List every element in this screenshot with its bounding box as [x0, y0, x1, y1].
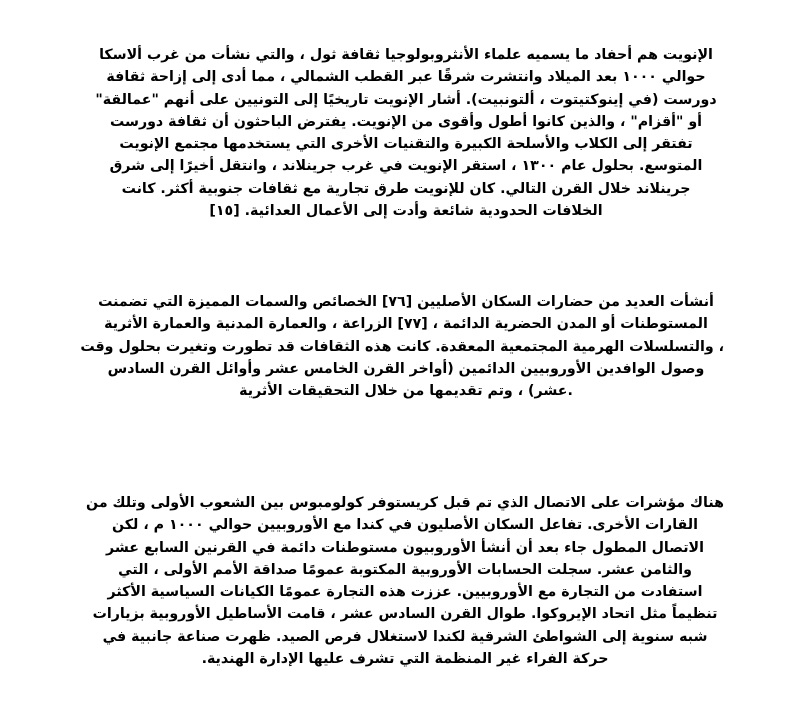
text-line: القارات الأخرى. تفاعل السكان الأصليون في كندا مع الأوروبيين حوالي ١٠٠٠ م ، لكن: [112, 517, 698, 534]
paragraph-indigenous-civilizations: [80, 291, 724, 402]
text-line: أنشأت العديد من حضارات السكان الأصليين [٧٦] الخصائص والسمات المميزة التي تضمنت: [98, 294, 714, 310]
text-line: الخلافات الحدودية شائعة وأدت إلى الأعمال العدائية. [١٥]: [209, 203, 603, 220]
text-line: أو "أقزام" ، والذين كانوا أطول وأقوى من الإنويت. يفترض الباحثون أن ثقافة دورست: [109, 113, 703, 130]
text-line: والثامن عشر. سجلت الحسابات الأوروبية المكتوبة عمومًا صداقة الأمم الأولى ، التي: [118, 561, 692, 578]
text-line: ، والتسلسلات الهرمية المجتمعية المعقدة. كانت هذه الثقافات قد تطورت وتغيرت بحلول وقت: [80, 338, 724, 355]
text-line: هناك مؤشرات على الاتصال الذي تم قبل كريستوفر كولومبوس بين الشعوب الأولى وتلك من: [86, 495, 724, 511]
text-line: تفتقر إلى الكلاب والأسلحة الكبيرة والتقنيات الأخرى التي يستخدمها مجتمع الإنويت: [119, 136, 693, 153]
text-line: حوالي ١٠٠٠ بعد الميلاد وانتشرت شرقًا عبر القطب الشمالي ، مما أدى إلى إزاحة ثقافة: [106, 69, 706, 86]
text-line: شبه سنوية إلى الشواطئ الشرقية لكندا لاستغلال فرص الصيد. ظهرت صناعة جانبية في: [102, 628, 708, 645]
text-line: الإنويت هم أحفاد ما يسميه علماء الأنثروبولوجيا ثقافة ثول ، والتي نشأت من غرب ألاسكا: [99, 47, 713, 63]
text-line: دورست (في إينوكتيتوت ، ألتونبيت). أشار الإنويت تاريخيًا إلى التونيين على أنهم "عمالقة": [95, 91, 717, 108]
text-line: تنظيماً مثل اتحاد الإيروكوا. طوال القرن السادس عشر ، قامت الأساطيل الأوروبية بزيارات: [92, 606, 718, 623]
text-line: الاتصال المطول جاء بعد أن أنشأ الأوروبيون مستوطنات دائمة في القرنين السابع عشر: [106, 539, 704, 556]
text-line: حركة الفراء غير المنظمة التي تشرف عليها الإدارة الهندية.: [201, 651, 609, 668]
text-line: المستوطنات أو المدن الحضرية الدائمة ، [٧٧] الزراعة ، والعمارة المدنية والعمارة الأثرية: [104, 316, 708, 333]
text-line: المتوسع. بحلول عام ١٣٠٠ ، استقر الإنويت في غرب جرينلاند ، وانتقل أخيرًا إلى شرق: [109, 158, 703, 175]
paragraph-inuit-history: [70, 44, 742, 222]
text-line: .عشر) ، وتم تقديمها من خلال التحقيقات الأثرية: [239, 383, 573, 400]
text-line: جرينلاند خلال القرن التالي. كان للإنويت طرق تجارية مع ثقافات جنوبية أكثر. كانت: [121, 180, 691, 197]
text-line: استفادت من التجارة مع الأوروبيين. عززت هذه التجارة عمومًا الكيانات السياسية الأكثر: [107, 584, 703, 601]
paragraph-european-contact: [86, 492, 724, 670]
text-line: وصول الوافدين الأوروبيين الدائمين (أواخر القرن الخامس عشر وأوائل القرن السادس: [107, 360, 705, 377]
